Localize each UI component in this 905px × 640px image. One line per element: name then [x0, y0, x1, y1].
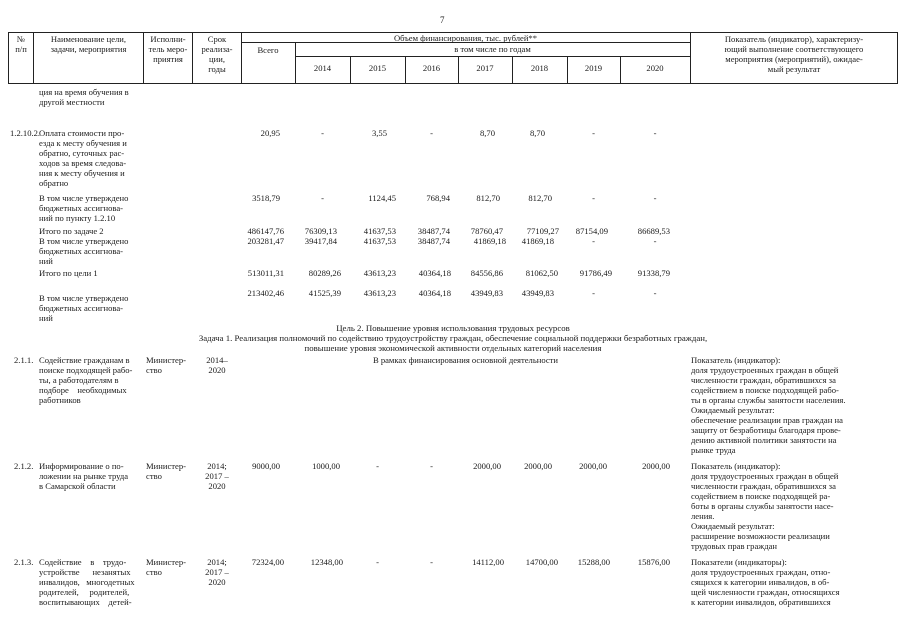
cell-2016: 40364,18	[418, 288, 451, 298]
row-indicator: Показатели (индикаторы): доля трудоустроенных граждан, отно- сящихся к категории инвалидов, в об- щей численности граждан, относящихся к категории инвалидов, обратившихся	[691, 557, 840, 607]
cell-2017: 41869,18	[473, 236, 506, 246]
row-indicator: Показатель (индикатор): доля трудоустроенных граждан в общей численности граждан, обратившихся за содействием в поиске подходящей рабо- ты в органы службы занятости населения. Ожидаемый результат: обеспечение реализации прав граждан на защиту от безработицы благодаря прове- дению активной политики занятости на рынке труда	[691, 355, 846, 455]
row-name: Информирование о по- ложении на рынке труда в Самарской области	[39, 461, 129, 491]
row-num: 2.1.1.	[14, 355, 34, 365]
cell-2020: 15876,00	[637, 557, 670, 567]
cell-2019: -	[592, 193, 595, 203]
cell-2018: 41869,18	[521, 236, 554, 246]
cell-total: 72324,00	[251, 557, 284, 567]
header-total: Всего	[257, 45, 279, 55]
header-indicator: Показатель (индикатор), характеризу- ющий выполнение соответствующего мероприятия (мероприятий), ожидае- мый результат	[724, 34, 864, 74]
cell-2020: 91338,79	[637, 268, 670, 278]
header-year-2017: 2017	[476, 63, 494, 73]
cell-total: 203281,47	[247, 236, 284, 246]
cell-2016: 40364,18	[418, 268, 451, 278]
cell-2014: -	[321, 128, 324, 138]
cell-2020: -	[653, 288, 657, 298]
cell-total: 9000,00	[252, 461, 280, 471]
cell-2019: 15288,00	[577, 557, 610, 567]
row-num: 2.1.2.	[14, 461, 34, 471]
task-1-title: Задача 1. Реализация полномочий по содействию трудоустройству граждан, обеспечение социальной поддержки безработных граждан, повышение уровня экономической активности отдельных категорий населения	[198, 333, 708, 353]
header-sub-line-2	[295, 56, 690, 57]
cell-2014: 76309,13	[304, 226, 337, 236]
cell-total: 513011,31	[247, 268, 284, 278]
financing-note: В рамках финансирования основной деятельности	[372, 355, 559, 365]
cell-2015: -	[376, 557, 379, 567]
row-executor: Министер- ство	[146, 557, 186, 577]
cell-total: 486147,76	[247, 226, 284, 236]
header-num: № п/п	[15, 34, 27, 54]
cell-2015: 43613,23	[363, 268, 396, 278]
cell-2017: 43949,83	[470, 288, 503, 298]
header-year-2014: 2014	[313, 63, 332, 73]
cell-2016: -	[430, 461, 433, 471]
header-bottom-line	[8, 83, 898, 84]
cell-2019: 91786,49	[579, 268, 612, 278]
header-by-years: в том числе по годам	[454, 44, 531, 54]
row-name: Итого по задаче 2	[39, 226, 104, 236]
row-term: 2014– 2020	[206, 355, 228, 375]
header-executor: Исполни- тель меро- приятия	[148, 34, 188, 64]
cell-2014: -	[321, 193, 324, 203]
continuation-text: ция на время обучения в другой местности	[39, 87, 129, 107]
cell-2014: 80289,26	[308, 268, 341, 278]
cell-2018: 81062,50	[525, 268, 558, 278]
row-name: Итого по цели 1	[39, 268, 98, 278]
row-executor: Министер- ство	[146, 461, 186, 481]
cell-2019: 87154,09	[575, 226, 608, 236]
row-name: Содействие гражданам в поиске подходящей рабо- ты, а работодателям в подборе необходимых работников	[39, 355, 133, 405]
row-name: Содействие в трудо- устройстве незанятых инвалидов, многодетных родителей, родителей, воспитывающих детей-	[39, 557, 135, 607]
cell-2017: 84556,86	[470, 268, 503, 278]
cell-2018: 8,70	[529, 128, 545, 138]
cell-2016: 38487,74	[417, 226, 450, 236]
row-name: В том числе утверждено бюджетных ассигнова- ний	[39, 236, 129, 266]
cell-2014: 39417,84	[304, 236, 337, 246]
row-term: 2014; 2017 – 2020	[205, 557, 229, 587]
cell-2018: 812,70	[528, 193, 552, 203]
cell-2017: 2000,00	[473, 461, 501, 471]
cell-2015: 3,55	[371, 128, 387, 138]
cell-2015: 43613,23	[363, 288, 396, 298]
cell-2016: 38487,74	[417, 236, 450, 246]
goal-2-title: Цель 2. Повышение уровня использования трудовых ресурсов	[336, 323, 570, 333]
cell-2018: 14700,00	[525, 557, 558, 567]
row-num: 2.1.3.	[14, 557, 34, 567]
header-year-2019: 2019	[584, 63, 603, 73]
row-name: В том числе утверждено бюджетных ассигнова- ний	[39, 293, 129, 323]
row-indicator: Показатель (индикатор): доля трудоустроенных граждан в общей численности граждан, обратившихся за содействием в поиске подходящей ра- боты в органы службы занятости насе- ления. Ожидаемый результат: расширение возможности реализации трудовых прав граждан	[691, 461, 839, 551]
row-num: 1.2.10.2.	[10, 128, 41, 138]
header-year-2016: 2016	[422, 63, 441, 73]
col-line-13	[897, 32, 898, 83]
cell-2016: -	[430, 557, 433, 567]
cell-2018: 43949,83	[521, 288, 554, 298]
row-term: 2014; 2017 – 2020	[205, 461, 229, 491]
cell-2019: 2000,00	[579, 461, 607, 471]
cell-2015: 41637,53	[363, 236, 396, 246]
cell-2020: -	[653, 236, 657, 246]
header-year-2015: 2015	[368, 63, 387, 73]
cell-2019: -	[592, 128, 595, 138]
cell-2020: -	[653, 193, 657, 203]
cell-2019: -	[592, 288, 595, 298]
cell-2015: 41637,53	[363, 226, 396, 236]
cell-2019: -	[592, 236, 595, 246]
cell-2020: -	[653, 128, 657, 138]
cell-total: 20,95	[260, 128, 280, 138]
cell-2018: 2000,00	[524, 461, 552, 471]
page-number: 7	[440, 15, 445, 25]
header-year-2020: 2020	[646, 63, 664, 73]
cell-total: 3518,79	[252, 193, 280, 203]
cell-2015: 1124,45	[368, 193, 396, 203]
cell-2014: 1000,00	[312, 461, 340, 471]
cell-2015: -	[376, 461, 379, 471]
cell-2017: 78760,47	[470, 226, 503, 236]
cell-2017: 812,70	[476, 193, 500, 203]
header-year-2018: 2018	[530, 63, 549, 73]
header-name: Наименование цели, задачи, мероприятия	[50, 34, 127, 54]
cell-total: 213402,46	[247, 288, 284, 298]
row-name: Оплата стоимости про- езда к месту обучения и обратно, суточных рас- ходов за время следова- ния к месту обучения и обратно	[39, 128, 127, 188]
cell-2018: 77109,27	[526, 226, 559, 236]
row-executor: Министер- ство	[146, 355, 186, 375]
cell-2016: 768,94	[426, 193, 450, 203]
cell-2016: -	[430, 128, 433, 138]
cell-2020: 86689,53	[637, 226, 670, 236]
cell-2020: 2000,00	[642, 461, 670, 471]
cell-2014: 12348,00	[310, 557, 343, 567]
row-name: В том числе утверждено бюджетных ассигнова- ний по пункту 1.2.10	[39, 193, 129, 223]
cell-2017: 14112,00	[472, 557, 504, 567]
cell-2017: 8,70	[479, 128, 495, 138]
header-volume: Объем финансирования, тыс. рублей**	[393, 33, 538, 43]
header-term: Срок реализа- ции, годы	[201, 34, 233, 74]
cell-2014: 41525,39	[308, 288, 341, 298]
